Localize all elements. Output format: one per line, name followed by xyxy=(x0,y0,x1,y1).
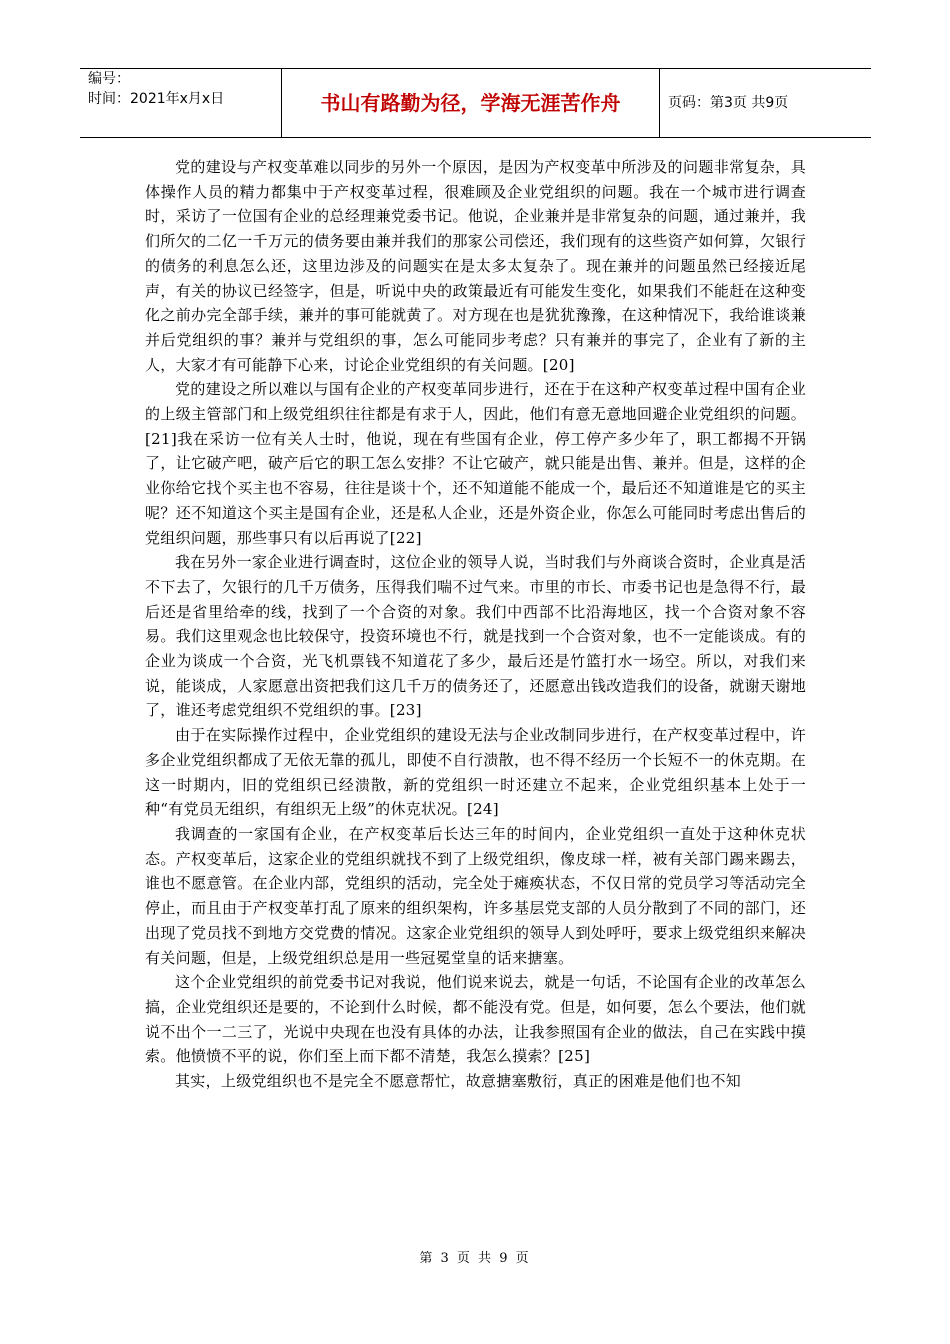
paragraph: 其实，上级党组织也不是完全不愿意帮忙，故意搪塞敷衍，真正的困难是他们也不知 xyxy=(175,1072,742,1091)
header-info-cell xyxy=(80,69,282,137)
paragraph: 由于在实际操作过程中，企业党组织的建设无法与企业改制同步进行，在产权变革过程中，许多企业党组织都成了无依无靠的孤儿，即使不自行溃散，也不得不经历一个长短不一的休克期。在这一时期内，旧的党组织已经溃散，新的党组织一时还建立不起来，企业党组织基本上处于一种“有党员无组织，有组织无上级”的休克状况。[24] xyxy=(145,726,806,819)
header-page-number: 页码：第3页 共9页 xyxy=(668,95,789,111)
page-footer: 第 3 页 共 9 页 xyxy=(419,1251,531,1266)
document-code-label: 编号： xyxy=(88,71,130,87)
paragraph: 这个企业党组织的前党委书记对我说，他们说来说去，就是一句话，不论国有企业的改革怎么搞，企业党组织还是要的，不论到什么时候，都不能没有党。但是，如何要，怎么个要法，他们就说不出个一二三了，光说中央现在也没有具体的办法，让我参照国有企业的做法，自己在实践中摸索。他愤愤不平的说，你们至上而下都不清楚，我怎么摸索？[25] xyxy=(145,973,806,1066)
document-header xyxy=(80,68,871,138)
paragraph: 我调查的一家国有企业，在产权变革后长达三年的时间内，企业党组织一直处于这种休克状态。产权变革后，这家企业的党组织就找不到了上级党组织，像皮球一样，被有关部门踢来踢去，谁也不愿意管。在企业内部，党组织的活动，完全处于瘫痪状态，不仅日常的党员学习等活动完全停止，而且由于产权变革打乱了原来的组织架构，许多基层党支部的人员分散到了不同的部门，还出现了党员找不到地方交党费的情况。这家企业党组织的领导人到处呼吁，要求上级党组织来解决有关问题，但是，上级党组织总是用一些冠冕堂皇的话来搪塞。 xyxy=(145,824,806,967)
paragraph: 党的建设之所以难以与国有企业的产权变革同步进行，还在于在这种产权变革过程中国有企业的上级主管部门和上级党组织往往都是有求于人，因此，他们有意无意地回避企业党组织的问题。[21]我在采访一位有关人士时，他说，现在有些国有企业，停工停产多少年了，职工都揭不开锅了，让它破产吧，破产后它的职工怎么安排？不让它破产，就只能是出售、兼并。但是，这样的企业你给它找个买主也不容易，往往是谈十个，还不知道能不能成一个，最后还不知道谁是它的买主呢？还不知道这个买主是国有企业，还是私人企业，还是外资企业，你怎么可能同时考虑出售后的党组织问题，那些事只有以后再说了[22] xyxy=(145,380,806,547)
document-date-label: 时间：2021年x月x日 xyxy=(88,91,225,107)
header-motto: 书山有路勤为径，学海无涯苦作舟 xyxy=(282,69,660,137)
paragraph: 我在另外一家企业进行调查时，这位企业的领导人说，当时我们与外商谈合资时，企业真是活不下去了，欠银行的几千万债务，压得我们喘不过气来。市里的市长、市委书记也是急得不行，最后还是省里给牵的线，找到了一个合资的对象。我们中西部不比沿海地区，找一个合资对象不容易。我们这里观念也比较保守，投资环境也不行，就是找到一个合资对象，也不一定能谈成。有的企业为谈成一个合资，光飞机票钱不知道花了多少，最后还是竹篮打水一场空。所以，对我们来说，能谈成，人家愿意出资把我们这几千万的债务还了，还愿意出钱改造我们的设备，就谢天谢地了，谁还考虑党组织不党组织的事。[23] xyxy=(145,553,806,720)
document-body xyxy=(145,155,806,1094)
paragraph: 党的建设与产权变革难以同步的另外一个原因，是因为产权变革中所涉及的问题非常复杂，具体操作人员的精力都集中于产权变革过程，很难顾及企业党组织的问题。我在一个城市进行调查时，采访了一位国有企业的总经理兼党委书记。他说，企业兼并是非常复杂的问题，通过兼并，我们所欠的二亿一千万元的债务要由兼并我们的那家公司偿还，我们现有的这些资产如何算，欠银行的债务的利息怎么还，这里边涉及的问题实在是太多太复杂了。现在兼并的问题虽然已经接近尾声，有关的协议已经签字，但是，听说中央的政策最近有可能发生变化，如果我们不能赶在这种变化之前办完全部手续，兼并的事可能就黄了。对方现在也是犹犹豫豫，在这种情况下，我给谁谈兼并后党组织的事？兼并与党组织的事，怎么可能同步考虑？只有兼并的事完了，企业有了新的主人，大家才有可能静下心来，讨论企业党组织的有关问题。[20] xyxy=(145,158,806,374)
